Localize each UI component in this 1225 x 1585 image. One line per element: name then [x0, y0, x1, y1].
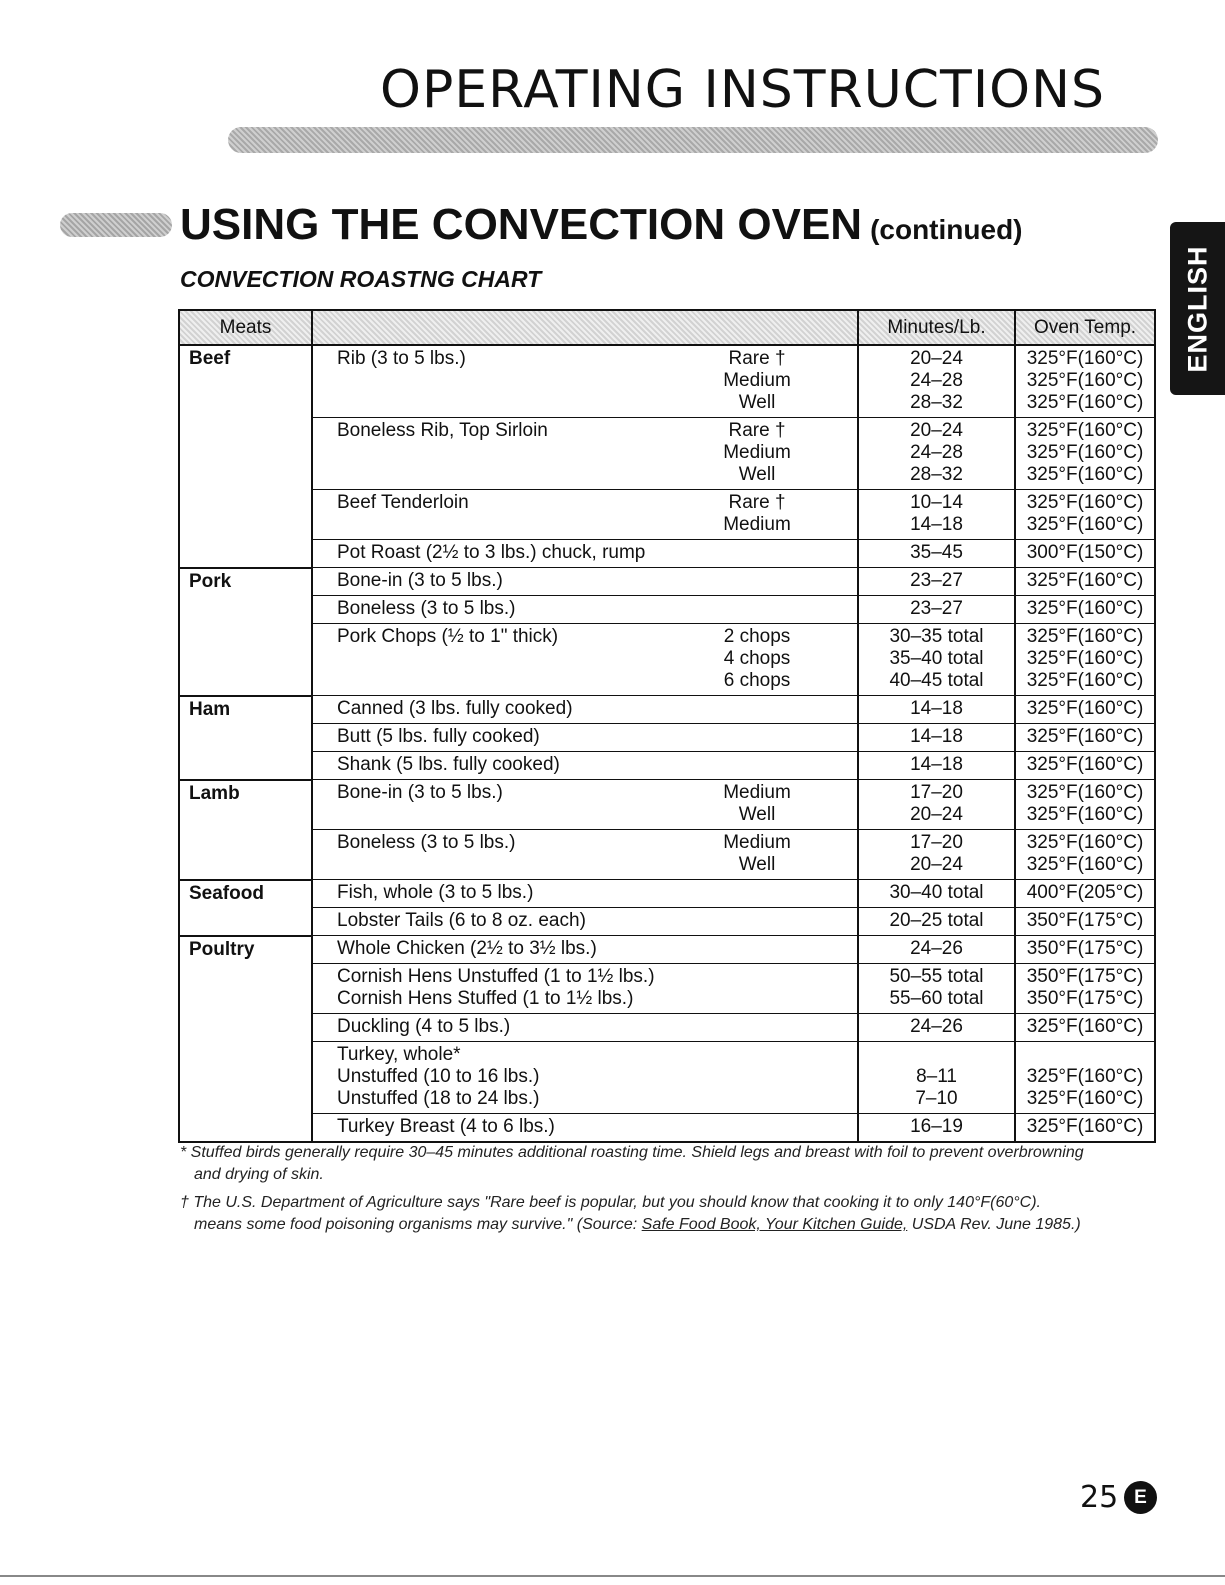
cut-description-line: Unstuffed (18 to 24 lbs.)	[337, 1088, 540, 1109]
doneness	[657, 568, 858, 596]
oven-temp	[1015, 830, 1155, 880]
cut-description-line: Beef Tenderloin	[337, 492, 469, 513]
cut-description-line: Boneless Rib, Top Sirloin	[337, 420, 548, 441]
cut-description-line: Rib (3 to 5 lbs.)	[337, 348, 466, 369]
chart-title: CONVECTION ROASTNG CHART	[180, 266, 542, 292]
header-divider-bar	[228, 127, 1158, 153]
oven-temp-line: 325°F(160°C)	[1026, 754, 1144, 775]
header-blank	[312, 310, 858, 345]
cut-description-line: Duckling (4 to 5 lbs.)	[337, 1016, 511, 1037]
cut-description	[312, 830, 657, 880]
doneness	[657, 908, 858, 936]
language-badge-icon: E	[1124, 1481, 1157, 1514]
cut-description-line: Boneless (3 to 5 lbs.)	[337, 598, 516, 619]
cut-description	[312, 490, 657, 540]
minutes-per-lb-line: 17–20	[910, 782, 963, 803]
oven-temp-line	[1016, 1044, 1154, 1066]
doneness-line: Rare †	[728, 348, 786, 369]
cut-description	[312, 964, 657, 1014]
doneness-line: Medium	[723, 782, 791, 803]
cut-description	[312, 568, 657, 596]
doneness	[657, 830, 858, 880]
table-row	[179, 780, 1155, 830]
doneness	[657, 624, 858, 696]
header-minutes: Minutes/Lb.	[858, 310, 1015, 345]
cut-description	[312, 880, 657, 908]
cut-description-line: Fish, whole (3 to 5 lbs.)	[337, 882, 534, 903]
oven-temp	[1015, 1042, 1155, 1114]
oven-temp-line: 325°F(160°C)	[1026, 670, 1144, 691]
minutes-per-lb	[858, 964, 1015, 1014]
oven-temp-line: 350°F(175°C)	[1026, 910, 1144, 931]
doneness	[657, 345, 858, 418]
cut-description	[312, 908, 657, 936]
doneness	[657, 490, 858, 540]
minutes-per-lb-line: 50–55 total	[889, 966, 984, 987]
oven-temp-line: 325°F(160°C)	[1026, 782, 1144, 803]
header-meats: Meats	[179, 310, 312, 345]
cut-description	[312, 724, 657, 752]
oven-temp	[1015, 964, 1155, 1014]
minutes-per-lb-line: 23–27	[910, 598, 963, 619]
table-row	[179, 418, 1155, 490]
doneness-line: 6 chops	[723, 670, 791, 691]
doneness-line: Well	[738, 392, 776, 413]
minutes-per-lb-line: 10–14	[910, 492, 963, 513]
footnote-2-source: Safe Food Book, Your Kitchen Guide,	[641, 1216, 908, 1233]
oven-temp-line: 325°F(160°C)	[1026, 832, 1144, 853]
oven-temp	[1015, 752, 1155, 780]
oven-temp-line: 350°F(175°C)	[1026, 966, 1144, 987]
cut-description-line: Cornish Hens Unstuffed (1 to 1½ lbs.)	[337, 966, 655, 987]
meat-category: Lamb	[179, 780, 312, 880]
cut-description	[312, 1014, 657, 1042]
oven-temp	[1015, 880, 1155, 908]
minutes-per-lb-line: 35–45	[910, 542, 963, 563]
minutes-per-lb-line: 14–18	[910, 754, 963, 775]
page-number: 25	[1080, 1480, 1119, 1515]
table-row	[179, 752, 1155, 780]
cut-description-line: Canned (3 lbs. fully cooked)	[337, 698, 573, 719]
doneness-line: Well	[738, 464, 776, 485]
minutes-per-lb-line: 30–40 total	[889, 882, 984, 903]
doneness-line: 4 chops	[723, 648, 791, 669]
doneness-line: 2 chops	[723, 626, 791, 647]
minutes-per-lb-line: 35–40 total	[889, 648, 984, 669]
oven-temp-line: 325°F(160°C)	[1026, 348, 1144, 369]
doneness	[657, 596, 858, 624]
oven-temp-line: 325°F(160°C)	[1026, 598, 1144, 619]
table-row	[179, 1014, 1155, 1042]
oven-temp-line: 325°F(160°C)	[1026, 698, 1144, 719]
doneness-line: Rare †	[728, 492, 786, 513]
doneness-line: Medium	[723, 832, 791, 853]
oven-temp	[1015, 568, 1155, 596]
doneness-line: Well	[738, 804, 776, 825]
oven-temp	[1015, 1114, 1155, 1143]
minutes-per-lb-line: 20–24	[910, 804, 963, 825]
minutes-per-lb-line: 7–10	[915, 1088, 958, 1109]
minutes-per-lb-line: 14–18	[910, 514, 963, 535]
oven-temp-line: 325°F(160°C)	[1026, 1016, 1144, 1037]
oven-temp-line: 325°F(160°C)	[1026, 492, 1144, 513]
table-row	[179, 568, 1155, 596]
minutes-per-lb	[858, 908, 1015, 936]
oven-temp-line: 325°F(160°C)	[1026, 370, 1144, 391]
minutes-per-lb-line: 30–35 total	[889, 626, 984, 647]
minutes-per-lb-line: 55–60 total	[889, 988, 984, 1009]
oven-temp-line: 400°F(205°C)	[1026, 882, 1144, 903]
meat-category: Seafood	[179, 880, 312, 936]
table-row	[179, 540, 1155, 568]
doneness	[657, 880, 858, 908]
oven-temp	[1015, 696, 1155, 724]
minutes-per-lb-line: 28–32	[910, 392, 963, 413]
minutes-per-lb-line: 14–18	[910, 698, 963, 719]
cut-description-line: Pot Roast (2½ to 3 lbs.) chuck, rump	[337, 542, 646, 563]
minutes-per-lb-line: 8–11	[916, 1066, 957, 1087]
cut-description-line: Whole Chicken (2½ to 3½ lbs.)	[337, 938, 597, 959]
footnote-2-line-2	[180, 1214, 1160, 1236]
meat-category: Pork	[179, 568, 312, 696]
doneness-line: Medium	[723, 442, 791, 463]
minutes-per-lb	[858, 724, 1015, 752]
doneness	[657, 1042, 858, 1114]
minutes-per-lb	[858, 418, 1015, 490]
cut-description	[312, 780, 657, 830]
minutes-per-lb	[858, 568, 1015, 596]
doneness	[657, 540, 858, 568]
section-continued-text: (continued)	[870, 214, 1023, 245]
minutes-per-lb	[858, 780, 1015, 830]
table-row	[179, 724, 1155, 752]
doneness-line: Rare †	[728, 420, 786, 441]
minutes-per-lb-line: 17–20	[910, 832, 963, 853]
minutes-per-lb-line: 14–18	[910, 726, 963, 747]
oven-temp	[1015, 345, 1155, 418]
table-row	[179, 696, 1155, 724]
cut-description	[312, 345, 657, 418]
oven-temp	[1015, 724, 1155, 752]
minutes-per-lb-line: 40–45 total	[889, 670, 984, 691]
minutes-per-lb	[858, 540, 1015, 568]
doneness	[657, 724, 858, 752]
table-row	[179, 1042, 1155, 1114]
oven-temp-line: 325°F(160°C)	[1026, 464, 1144, 485]
oven-temp	[1015, 540, 1155, 568]
section-title	[180, 200, 1023, 250]
cut-description-line: Turkey Breast (4 to 6 lbs.)	[337, 1116, 555, 1137]
cut-description-line: Boneless (3 to 5 lbs.)	[337, 832, 516, 853]
section-marker-pill	[60, 213, 172, 237]
table-row	[179, 624, 1155, 696]
minutes-per-lb	[858, 1114, 1015, 1143]
minutes-per-lb	[858, 752, 1015, 780]
oven-temp-line: 325°F(160°C)	[1026, 1066, 1144, 1087]
footnote-2-text-b: USDA Rev. June 1985.)	[907, 1216, 1081, 1233]
cut-description	[312, 936, 657, 964]
doneness-line: Medium	[723, 514, 791, 535]
cut-description	[312, 596, 657, 624]
doneness	[657, 936, 858, 964]
cut-description-line: Pork Chops (½ to 1" thick)	[337, 626, 559, 647]
footnote-2-line-1: † The U.S. Department of Agriculture says "Rare beef is popular, but you should know that cooking it to only 140°F(60°C).	[180, 1194, 1041, 1211]
oven-temp	[1015, 418, 1155, 490]
oven-temp-line: 325°F(160°C)	[1026, 514, 1144, 535]
cut-description-line: Unstuffed (10 to 16 lbs.)	[337, 1066, 540, 1087]
minutes-per-lb-line: 20–24	[910, 420, 963, 441]
oven-temp-line: 325°F(160°C)	[1026, 648, 1144, 669]
table-row	[179, 830, 1155, 880]
minutes-per-lb-line: 24–26	[910, 938, 963, 959]
minutes-per-lb-line: 24–26	[910, 1016, 963, 1037]
doneness	[657, 696, 858, 724]
footnote-usda	[180, 1192, 1160, 1236]
oven-temp-line: 325°F(160°C)	[1026, 1116, 1144, 1137]
table-row	[179, 908, 1155, 936]
oven-temp-line: 325°F(160°C)	[1026, 392, 1144, 413]
minutes-per-lb	[858, 880, 1015, 908]
table-row	[179, 964, 1155, 1014]
meat-category: Ham	[179, 696, 312, 780]
minutes-per-lb-line: 20–24	[910, 348, 963, 369]
cut-description-line: Turkey, whole*	[337, 1044, 461, 1065]
doneness	[657, 780, 858, 830]
doneness	[657, 964, 858, 1014]
minutes-per-lb-line: 16–19	[910, 1116, 963, 1137]
minutes-per-lb	[858, 624, 1015, 696]
minutes-per-lb-line: 23–27	[910, 570, 963, 591]
table-row	[179, 1114, 1155, 1143]
oven-temp-line: 325°F(160°C)	[1026, 726, 1144, 747]
minutes-per-lb-line: 28–32	[910, 464, 963, 485]
minutes-per-lb	[858, 345, 1015, 418]
language-tab	[1170, 222, 1225, 395]
table-row	[179, 490, 1155, 540]
minutes-per-lb	[858, 830, 1015, 880]
cut-description	[312, 624, 657, 696]
cut-description	[312, 540, 657, 568]
footnote-1-line-2: and drying of skin.	[194, 1166, 324, 1183]
oven-temp-line: 350°F(175°C)	[1026, 938, 1144, 959]
table-row	[179, 936, 1155, 964]
minutes-per-lb-line	[859, 1044, 1014, 1066]
cut-description-line: Shank (5 lbs. fully cooked)	[337, 754, 560, 775]
oven-temp	[1015, 908, 1155, 936]
doneness	[657, 752, 858, 780]
cut-description	[312, 418, 657, 490]
minutes-per-lb-line: 20–24	[910, 854, 963, 875]
oven-temp-line: 300°F(150°C)	[1026, 542, 1144, 563]
minutes-per-lb	[858, 596, 1015, 624]
cut-description-line: Butt (5 lbs. fully cooked)	[337, 726, 540, 747]
oven-temp	[1015, 596, 1155, 624]
cut-description	[312, 752, 657, 780]
doneness	[657, 418, 858, 490]
minutes-per-lb	[858, 1014, 1015, 1042]
cut-description-line: Lobster Tails (6 to 8 oz. each)	[337, 910, 586, 931]
footnote-stuffed-birds	[180, 1142, 1160, 1186]
meat-category: Beef	[179, 345, 312, 568]
oven-temp-line: 350°F(175°C)	[1026, 988, 1144, 1009]
table-row	[179, 880, 1155, 908]
minutes-per-lb-line: 20–25 total	[889, 910, 984, 931]
page-bottom-rule	[0, 1575, 1225, 1577]
cut-description	[312, 1114, 657, 1143]
footnote-2-text-a: means some food poisoning organisms may survive." (Source:	[194, 1216, 642, 1233]
oven-temp-line: 325°F(160°C)	[1026, 804, 1144, 825]
cut-description-line: Bone-in (3 to 5 lbs.)	[337, 570, 503, 591]
doneness	[657, 1014, 858, 1042]
oven-temp-line: 325°F(160°C)	[1026, 626, 1144, 647]
oven-temp	[1015, 624, 1155, 696]
doneness-line: Well	[738, 854, 776, 875]
minutes-per-lb-line: 24–28	[910, 442, 963, 463]
oven-temp	[1015, 936, 1155, 964]
page-header-title: OPERATING INSTRUCTIONS	[380, 60, 1105, 120]
roasting-chart-table	[178, 309, 1156, 1143]
minutes-per-lb	[858, 490, 1015, 540]
footnotes	[180, 1142, 1160, 1242]
cut-description	[312, 696, 657, 724]
oven-temp-line: 325°F(160°C)	[1026, 442, 1144, 463]
table-row	[179, 345, 1155, 418]
minutes-per-lb-line: 24–28	[910, 370, 963, 391]
table-header-row	[179, 310, 1155, 345]
minutes-per-lb	[858, 936, 1015, 964]
section-title-text: USING THE CONVECTION OVEN	[180, 200, 863, 249]
cut-description-line: Cornish Hens Stuffed (1 to 1½ lbs.)	[337, 988, 634, 1009]
footnote-1-line-1: * Stuffed birds generally require 30–45 minutes additional roasting time. Shield legs and breast with foil to prevent overbrowning	[180, 1144, 1084, 1161]
oven-temp-line: 325°F(160°C)	[1026, 570, 1144, 591]
meat-category: Poultry	[179, 936, 312, 1143]
oven-temp	[1015, 1014, 1155, 1042]
minutes-per-lb	[858, 696, 1015, 724]
language-tab-label: ENGLISH	[1182, 244, 1212, 373]
header-oven-temp: Oven Temp.	[1015, 310, 1155, 345]
minutes-per-lb	[858, 1042, 1015, 1114]
doneness	[657, 1114, 858, 1143]
table-row	[179, 596, 1155, 624]
oven-temp	[1015, 490, 1155, 540]
oven-temp-line: 325°F(160°C)	[1026, 854, 1144, 875]
oven-temp-line: 325°F(160°C)	[1026, 1088, 1144, 1109]
oven-temp	[1015, 780, 1155, 830]
doneness-line: Medium	[723, 370, 791, 391]
cut-description	[312, 1042, 657, 1114]
oven-temp-line: 325°F(160°C)	[1026, 420, 1144, 441]
cut-description-line: Bone-in (3 to 5 lbs.)	[337, 782, 503, 803]
